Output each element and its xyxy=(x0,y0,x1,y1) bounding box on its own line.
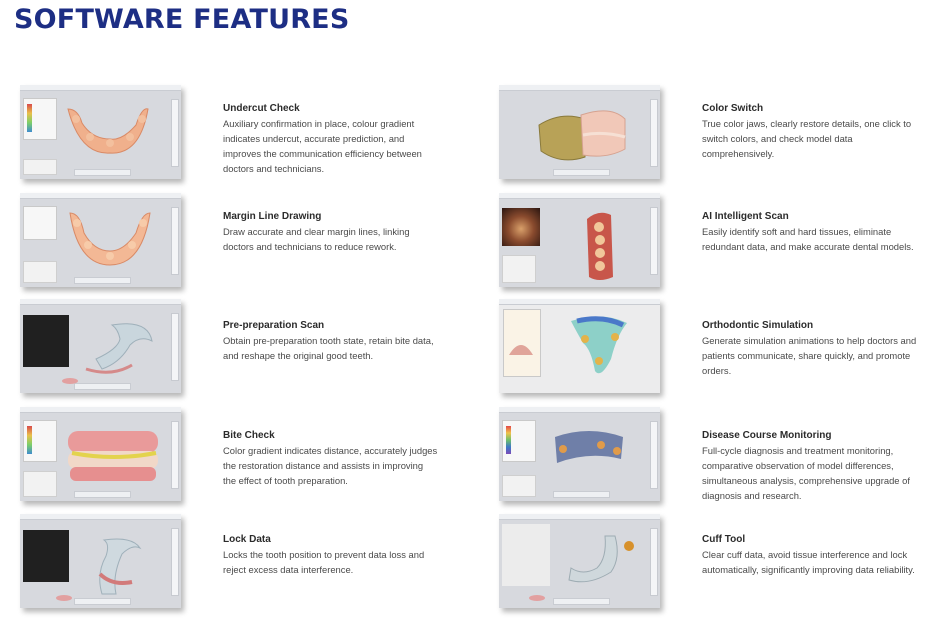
disease-course-monitoring-screenshot xyxy=(499,407,660,501)
lock-data-screenshot xyxy=(20,514,181,608)
feature-title: Lock Data xyxy=(223,534,271,545)
feature-description: Clear cuff data, avoid tissue interference and lock automatically, significantly improving data reliability. xyxy=(702,549,915,575)
feature-description: Generate simulation animations to help doctors and patients communicate, share quickly, and promote orders. xyxy=(702,335,917,376)
feature-title: Pre-preparation Scan xyxy=(223,320,325,331)
feature-description: Obtain pre-preparation tooth state, retain bite data, and reshape the original good teeth. xyxy=(223,335,434,361)
feature-description: Color gradient indicates distance, accurately judges the restoration distance and assists in improving the effect of tooth preparation. xyxy=(223,445,438,486)
feature-title: Bite Check xyxy=(223,430,275,441)
cuff-tool-screenshot xyxy=(499,514,660,608)
feature-title: AI Intelligent Scan xyxy=(702,211,789,222)
pre-preparation-scan-screenshot xyxy=(20,299,181,393)
feature-title: Undercut Check xyxy=(223,103,300,114)
margin-line-drawing-screenshot xyxy=(20,193,181,287)
feature-title: Disease Course Monitoring xyxy=(702,430,832,441)
bite-check-screenshot xyxy=(20,407,181,501)
feature-description: Easily identify soft and hard tissues, eliminate redundant data, and make accurate dental models. xyxy=(702,226,914,252)
ai-intelligent-scan-screenshot xyxy=(499,193,660,287)
feature-title: Cuff Tool xyxy=(702,534,746,545)
feature-description: True color jaws, clearly restore details, one click to switch colors, and check model data comprehensively. xyxy=(702,118,912,159)
feature-description: Locks the tooth position to prevent data loss and reject excess data interference. xyxy=(223,549,425,575)
feature-title: Margin Line Drawing xyxy=(223,211,322,222)
feature-title: Orthodontic Simulation xyxy=(702,320,814,331)
feature-title: Color Switch xyxy=(702,103,764,114)
feature-description: Draw accurate and clear margin lines, linking doctors and technicians to reduce rework. xyxy=(223,226,410,252)
feature-description: Full-cycle diagnosis and treatment monitoring, comparative observation of model differences, simultaneous analysis, comprehensive upgrade of diagnosis and research. xyxy=(702,445,910,501)
page-title: SOFTWARE FEATURES xyxy=(14,4,350,35)
undercut-check-screenshot xyxy=(20,85,181,179)
color-switch-screenshot xyxy=(499,85,660,179)
orthodontic-simulation-screenshot xyxy=(499,299,660,393)
feature-description: Auxiliary confirmation in place, colour gradient indicates undercut, accurate prediction, and improves the communication efficiency between doctors and technicians. xyxy=(223,118,422,174)
